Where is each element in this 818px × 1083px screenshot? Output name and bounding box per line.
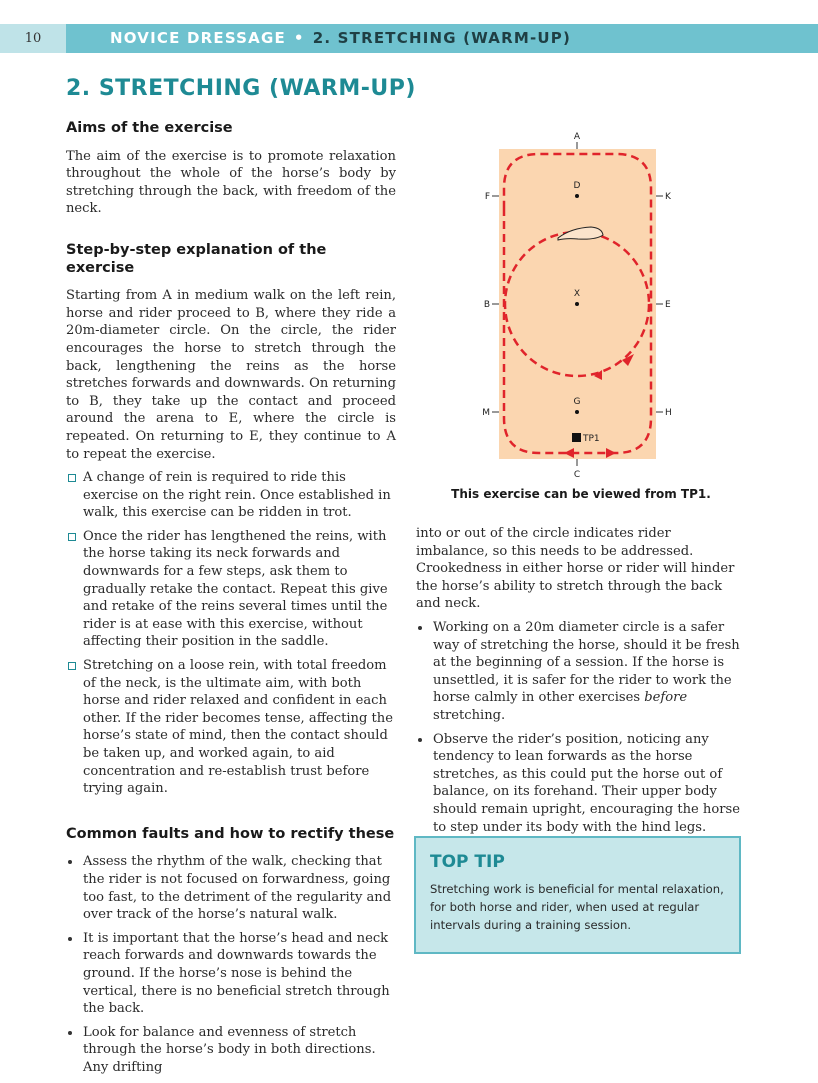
list-item xyxy=(416,619,746,725)
left-column xyxy=(66,120,396,1083)
list-item-text: stretching. xyxy=(433,707,506,723)
steps-text: Starting from A in medium walk on the left rein, horse and rider proceed to B, where they ride a 20m-diameter circle. On the circle, the rider encourages the horse to stretch through the back, lengthening the reins as the horse stretches forwards and downwards. On returning to B, they take up the contact and proceed around the arena to E, where the circle is repeated. On returning to E, they continue to A to repeat the exercise. xyxy=(66,288,396,462)
list-item: Stretching on a loose rein, with total freedom of the neck, is the ultimate aim, with both horse and rider relaxed and confident in each other. If the rider becomes tense, affecting the horse’s state of mind, then the contact should be taken up, and worked again, to aid concentration and re-establish trust before trying again. xyxy=(66,657,396,798)
list-item-text: Working on a 20m diameter circle is a safer way of stretching the horse, should it be fresh at the beginning of a session. If the horse is unsettled, it is safer for the rider to work the horse calmly in other exercises xyxy=(433,619,740,706)
marker-m: M xyxy=(482,408,490,418)
aims-text: The aim of the exercise is to promote relaxation throughout the whole of the horse’s body by stretching through the back, with freedom of the neck. xyxy=(66,148,396,217)
book-title: NOVICE DRESSAGE xyxy=(110,29,286,47)
marker-e: E xyxy=(665,300,671,310)
top-tip-heading: TOP TIP xyxy=(430,852,505,872)
marker-b: B xyxy=(483,300,490,310)
aims-heading: Aims of the exercise xyxy=(66,120,233,136)
arena-diagram xyxy=(476,128,681,480)
list-item-emphasis: before xyxy=(644,690,688,706)
list-item xyxy=(416,731,746,837)
marker-c: C xyxy=(573,470,581,480)
faults-continued-text: into or out of the circle indicates rider imbalance, so this needs to be addressed. Crookedness in either horse or rider will hinder the horse’s ability to stretch through the back and neck. xyxy=(416,526,735,612)
header-separator: • xyxy=(293,29,305,47)
viewpoint-label: TP1 xyxy=(583,434,600,444)
marker-d-dot xyxy=(575,194,579,198)
marker-a: A xyxy=(573,132,581,142)
marker-x-dot xyxy=(575,302,579,306)
list-item: Once the rider has lengthened the reins, with the horse taking its neck forwards and downwards for a few steps, ask them to gradually retake the contact. Repeat this give and retake of the reins several times until the rider is at ease with this exercise, without affecting their position in the saddle. xyxy=(66,528,396,651)
list-item-text: Observe the rider’s position, noticing any tendency to lean forwards as the horse stretches, as this could put the horse out of balance, on its forehand. Their upper body should remain upright, encouraging the horse to step under its body with the hind legs. xyxy=(433,731,740,835)
steps-bullets xyxy=(66,469,396,798)
top-tip-text: Stretching work is beneficial for mental relaxation, for both horse and rider, when used at regular intervals during a training session. xyxy=(430,882,724,932)
page-number: 10 xyxy=(0,24,66,53)
list-item: Look for balance and evenness of stretch through the horse’s body in both directions. Any drifting xyxy=(66,1024,396,1077)
top-tip-box xyxy=(414,836,741,954)
page-title: 2. STRETCHING (WARM-UP) xyxy=(66,76,416,101)
list-item: It is important that the horse’s head and neck reach forwards and downwards towards the ground. If the horse’s nose is behind the vertical, there is no beneficial stretch through the back. xyxy=(66,930,396,1018)
faults-right-bullets xyxy=(416,619,746,836)
running-header xyxy=(0,24,818,53)
faults-heading: Common faults and how to rectify these xyxy=(66,825,395,842)
steps-heading: Step-by-step explanation of the exercise xyxy=(66,241,327,276)
marker-f: F xyxy=(484,192,490,202)
diagram-caption: This exercise can be viewed from TP1. xyxy=(451,487,711,501)
header-title xyxy=(110,24,571,53)
marker-d: D xyxy=(573,181,581,191)
list-item: Assess the rhythm of the walk, checking that the rider is not focused on forwardness, going too fast, to the detriment of the regularity and over track of the horse’s natural walk. xyxy=(66,853,396,923)
list-item: A change of rein is required to ride this exercise on the right rein. Once established in walk, this exercise can be ridden in trot. xyxy=(66,469,396,522)
marker-g-dot xyxy=(575,410,579,414)
right-column xyxy=(416,525,746,842)
header-section: 2. STRETCHING (WARM-UP) xyxy=(312,29,572,47)
marker-k: K xyxy=(665,192,671,202)
faults-bullets xyxy=(66,853,396,1076)
marker-g: G xyxy=(573,397,581,407)
marker-x: X xyxy=(573,289,581,299)
marker-h: H xyxy=(665,408,672,418)
viewpoint-tp1-icon xyxy=(572,433,581,442)
